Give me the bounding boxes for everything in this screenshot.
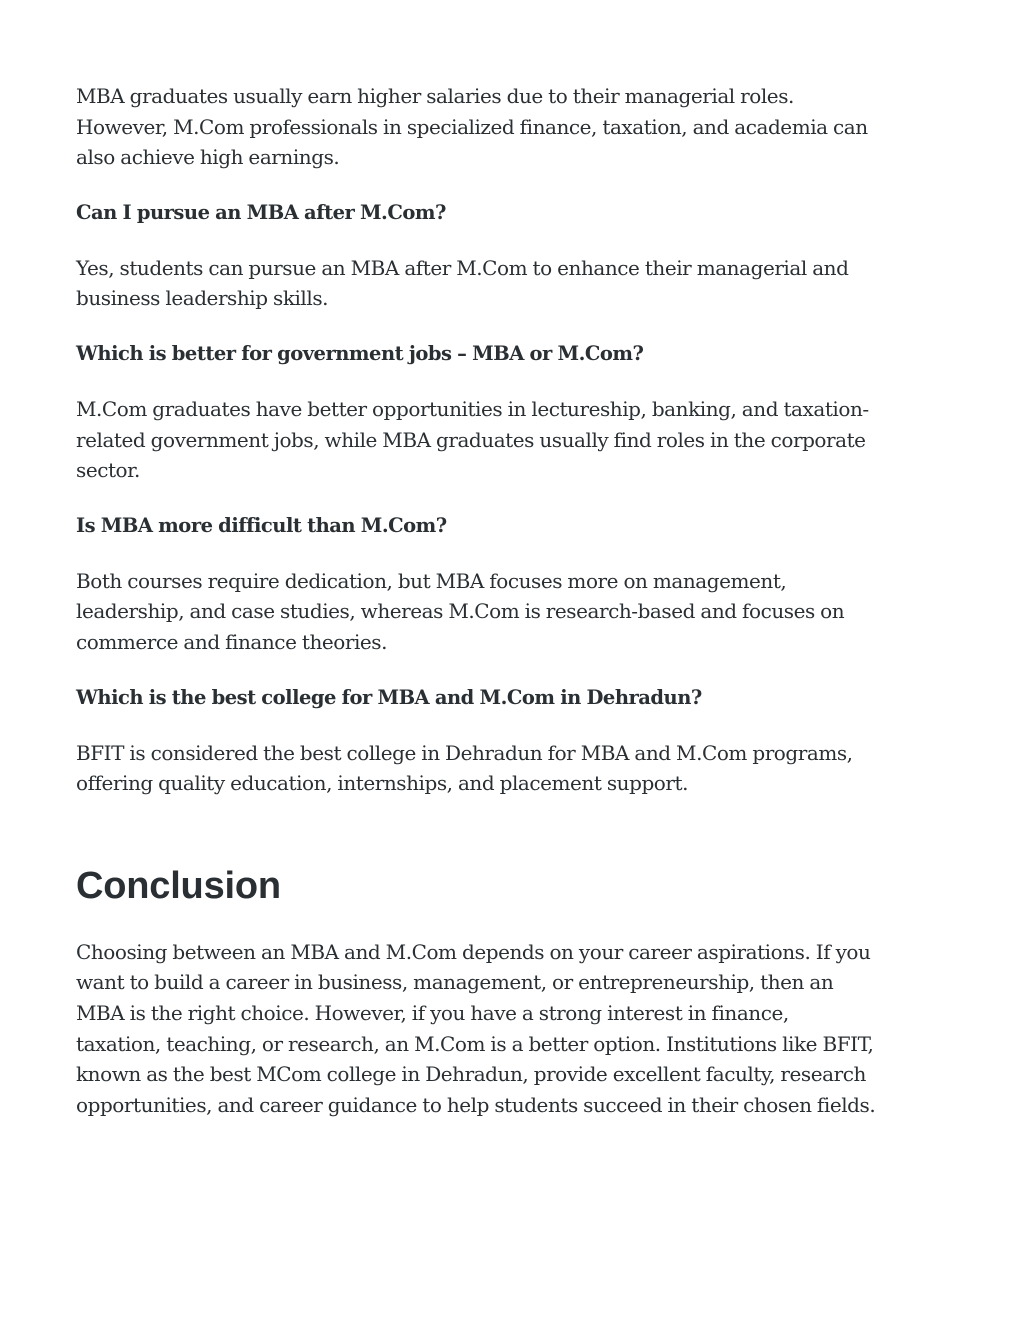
faq-question-2: Which is better for government jobs – MBA or M.Com? <box>76 341 644 365</box>
intro-paragraph: MBA graduates usually earn higher salaries due to their managerial roles. However, M.Com professionals in specialized finance, taxation, and academia can also achieve high earnings. <box>76 84 868 170</box>
faq-answer-2: M.Com graduates have better opportunities in lectureship, banking, and taxation-related government jobs, while MBA graduates usually find roles in the corporate sector. <box>76 396 869 483</box>
conclusion-paragraph: Choosing between an MBA and M.Com depends on your career aspirations. If you want to build a career in business, management, or entrepreneurship, then an MBA is the right choice. However, if you have a strong interest in finance, taxation, teaching, or research, an M.Com is a better option. Institutions like BFIT, known as the best MCom college in Dehradun, provide excellent faculty, research opportunities, and career guidance to help students succeed in their chosen fields. <box>76 939 876 1117</box>
article-body <box>76 81 876 1145</box>
faq-answer-4: BFIT is considered the best college in Dehradun for MBA and M.Com programs, offering quality education, internships, and placement support. <box>76 740 853 796</box>
faq-question-3: Is MBA more difficult than M.Com? <box>76 513 447 537</box>
conclusion-heading: Conclusion <box>76 864 281 907</box>
faq-answer-1: Yes, students can pursue an MBA after M.Com to enhance their managerial and business leadership skills. <box>76 255 849 311</box>
faq-question-4: Which is the best college for MBA and M.Com in Dehradun? <box>76 685 702 709</box>
faq-question-1: Can I pursue an MBA after M.Com? <box>76 200 446 224</box>
faq-answer-3: Both courses require dedication, but MBA focuses more on management, leadership, and case studies, whereas M.Com is research-based and focuses on commerce and finance theories. <box>76 568 845 654</box>
